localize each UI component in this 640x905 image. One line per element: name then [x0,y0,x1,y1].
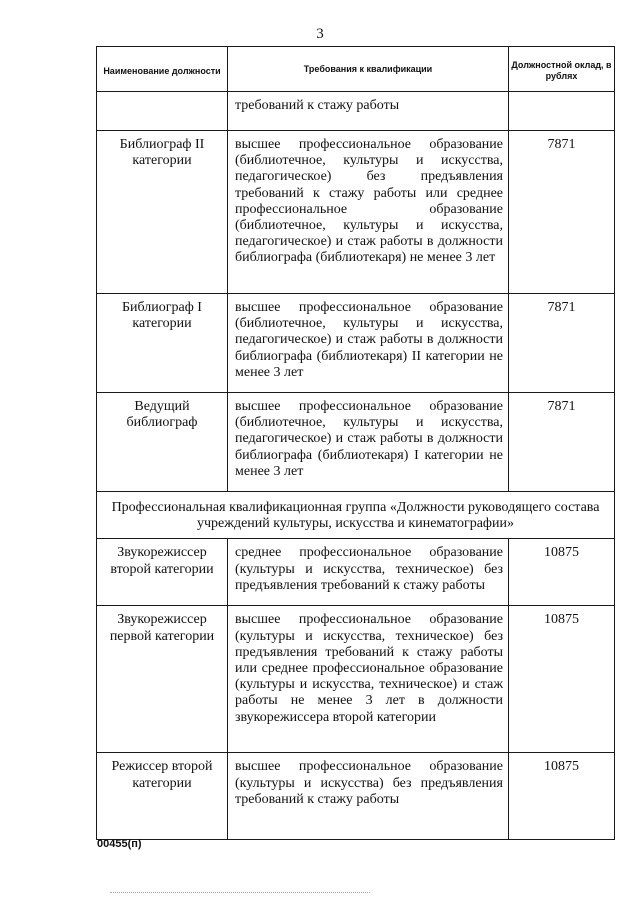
table-row [97,539,615,606]
header-salary: Должностной оклад, в рублях [509,47,615,92]
salary-value: 7871 [509,393,615,492]
continuation-text: требований к стажу работы [228,92,509,131]
group-heading: Профессиональная квалификационная группа «Должности руководящего состава учреждений культуры, искусства и кинематографии» [97,492,615,539]
position-name: Библиограф II категории [97,131,228,294]
requirements-text: высшее профессиональное образование (культуры и искусства) без предъявления требований к стажу работы [228,753,509,840]
position-name: Библиограф I категории [97,294,228,393]
table-row-continuation [97,92,615,131]
table-header-row [97,47,615,92]
header-requirements: Требования к квалификации [228,47,509,92]
table-row [97,393,615,492]
table-row [97,753,615,840]
group-heading-row [97,492,615,539]
salary-value: 7871 [509,131,615,294]
table-row [97,294,615,393]
position-name: Режиссер второй категории [97,753,228,840]
page-number: 3 [316,26,324,42]
header-position-name: Наименование должности [97,47,228,92]
position-name: Звукорежиссер первой категории [97,606,228,753]
document-code: 00455(п) [97,838,142,850]
continuation-empty-salary [509,92,615,131]
requirements-text: высшее профессиональное образование (культуры и искусства, техническое) без предъявления требований к стажу работы или среднее профессиональное образование (культуры и искусства, техническое) и стаж работы не менее 3 лет в должности звукорежиссера второй категории [228,606,509,753]
position-name: Ведущий библиограф [97,393,228,492]
requirements-text: высшее профессиональное образование (библиотечное, культуры и искусства, педагогическое) и стаж работы в должности библиографа (библиотекаря) I категории не менее 3 лет [228,393,509,492]
table-row [97,606,615,753]
requirements-text: среднее профессиональное образование (культуры и искусства, техническое) без предъявления требований к стажу работы [228,539,509,606]
requirements-text: высшее профессиональное образование (библиотечное, культуры и искусства, педагогическое) без предъявления требований к стажу работы или среднее профессиональное образование (библиотечное, культуры и искусства, педагогическое) и стаж работы в должности библиографа (библиотекаря) не менее 3 лет [228,131,509,294]
salary-value: 10875 [509,606,615,753]
scan-artifact-line [110,892,370,895]
position-name: Звукорежиссер второй категории [97,539,228,606]
table-row [97,131,615,294]
salary-value: 10875 [509,539,615,606]
continuation-empty-cell [97,92,228,131]
salary-value: 7871 [509,294,615,393]
qualification-table [96,46,615,840]
salary-value: 10875 [509,753,615,840]
requirements-text: высшее профессиональное образование (библиотечное, культуры и искусства, педагогическое) и стаж работы в должности библиографа (библиотекаря) II категории не менее 3 лет [228,294,509,393]
